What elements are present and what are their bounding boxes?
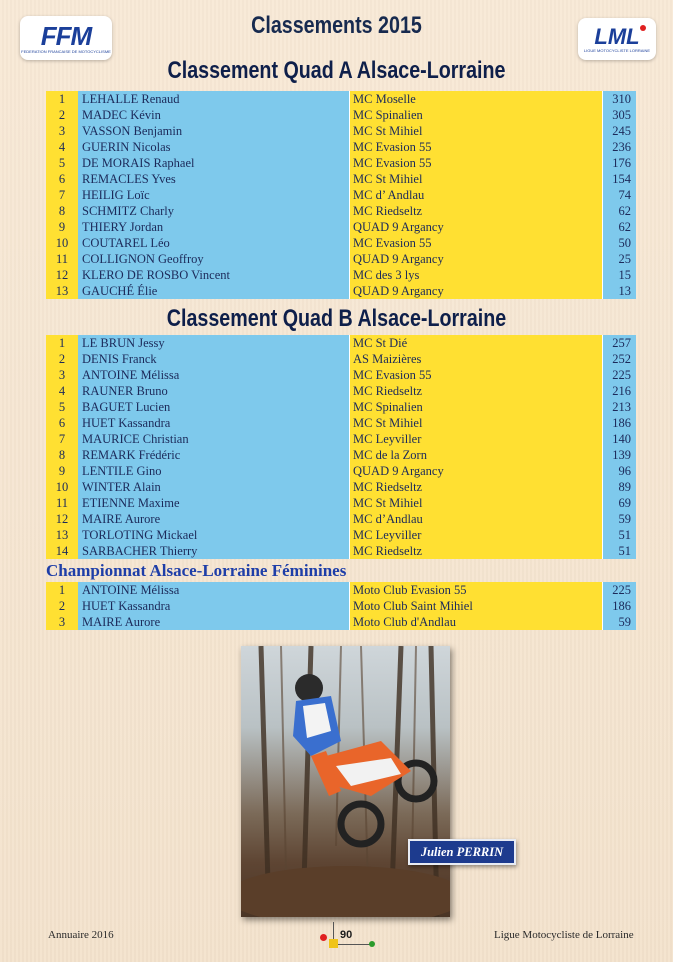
- rank-cell: 7: [46, 187, 78, 203]
- rank-cell: 8: [46, 203, 78, 219]
- club-cell: MC Moselle: [350, 91, 602, 107]
- table-row: [46, 479, 640, 495]
- rank-cell: 5: [46, 399, 78, 415]
- section-fem-title: Championnat Alsace-Lorraine Féminines: [46, 561, 347, 580]
- footer-right: Ligue Motocycliste de Lorraine: [494, 929, 634, 941]
- points-cell: 140: [602, 431, 636, 447]
- rank-cell: 3: [46, 367, 78, 383]
- rank-cell: 1: [46, 335, 78, 351]
- points-cell: 96: [602, 463, 636, 479]
- rank-cell: 10: [46, 479, 78, 495]
- club-cell: MC Riedseltz: [350, 479, 602, 495]
- rider-name-cell: HEILIG Loïc: [78, 187, 350, 203]
- rank-cell: 4: [46, 383, 78, 399]
- rank-cell: 6: [46, 415, 78, 431]
- page-marker-underline-icon: [338, 944, 371, 945]
- rider-name-cell: GUERIN Nicolas: [78, 139, 350, 155]
- rank-cell: 3: [46, 123, 78, 139]
- rank-cell: 9: [46, 219, 78, 235]
- rank-cell: 11: [46, 251, 78, 267]
- points-cell: 13: [602, 283, 636, 299]
- table-row: [46, 107, 640, 123]
- rank-cell: 11: [46, 495, 78, 511]
- table-row: [46, 351, 640, 367]
- club-cell: MC des 3 lys: [350, 267, 602, 283]
- points-cell: 245: [602, 123, 636, 139]
- rider-name-cell: THIERY Jordan: [78, 219, 350, 235]
- rank-cell: 13: [46, 527, 78, 543]
- points-cell: 15: [602, 267, 636, 283]
- rider-name-cell: REMARK Frédéric: [78, 447, 350, 463]
- club-cell: QUAD 9 Argancy: [350, 219, 602, 235]
- table-row: [46, 447, 640, 463]
- rider-name-cell: REMACLES Yves: [78, 171, 350, 187]
- table-row: [46, 399, 640, 415]
- table-row: [46, 614, 640, 630]
- table-row: [46, 383, 640, 399]
- rider-name-cell: LEHALLE Renaud: [78, 91, 350, 107]
- rank-cell: 14: [46, 543, 78, 559]
- club-cell: MC St Mihiel: [350, 495, 602, 511]
- club-cell: QUAD 9 Argancy: [350, 251, 602, 267]
- points-cell: 236: [602, 139, 636, 155]
- club-cell: Moto Club Evasion 55: [350, 582, 602, 598]
- table-row: [46, 543, 640, 559]
- rank-cell: 1: [46, 582, 78, 598]
- rank-cell: 13: [46, 283, 78, 299]
- club-cell: MC Riedseltz: [350, 543, 602, 559]
- table-row: [46, 171, 640, 187]
- rank-cell: 5: [46, 155, 78, 171]
- rank-cell: 2: [46, 107, 78, 123]
- club-cell: MC St Dié: [350, 335, 602, 351]
- rank-cell: 10: [46, 235, 78, 251]
- club-cell: MC Evasion 55: [350, 155, 602, 171]
- rider-name-cell: SCHMITZ Charly: [78, 203, 350, 219]
- rider-name-cell: GAUCHÉ Élie: [78, 283, 350, 299]
- section-fem-table: [46, 582, 640, 630]
- table-row: [46, 267, 640, 283]
- club-cell: MC Spinalien: [350, 399, 602, 415]
- section-a-title: Classement Quad A Alsace-Lorraine: [167, 57, 506, 84]
- rider-name-cell: WINTER Alain: [78, 479, 350, 495]
- points-cell: 176: [602, 155, 636, 171]
- table-row: [46, 495, 640, 511]
- points-cell: 62: [602, 203, 636, 219]
- lml-logo-subtitle: LIGUE MOTOCYCLISTE LORRAINE: [583, 47, 651, 53]
- rank-cell: 3: [46, 614, 78, 630]
- points-cell: 69: [602, 495, 636, 511]
- table-row: [46, 91, 640, 107]
- points-cell: 305: [602, 107, 636, 123]
- rank-cell: 2: [46, 598, 78, 614]
- rider-name-cell: TORLOTING Mickael: [78, 527, 350, 543]
- section-b-table: [46, 335, 640, 559]
- points-cell: 310: [602, 91, 636, 107]
- club-cell: MC Leyviller: [350, 431, 602, 447]
- rank-cell: 1: [46, 91, 78, 107]
- lml-logo-text: LML: [594, 23, 640, 49]
- rank-cell: 9: [46, 463, 78, 479]
- rider-name-cell: ETIENNE Maxime: [78, 495, 350, 511]
- rider-name-cell: COUTAREL Léo: [78, 235, 350, 251]
- points-cell: 50: [602, 235, 636, 251]
- rider-name-cell: MAIRE Aurore: [78, 614, 350, 630]
- footer-left: Annuaire 2016: [48, 929, 114, 941]
- page-title: Classements 2015: [251, 12, 422, 39]
- table-row: [46, 527, 640, 543]
- ffm-logo-subtitle: FEDERATION FRANCAISE DE MOTOCYCLISME: [21, 48, 111, 54]
- rider-name-cell: MAURICE Christian: [78, 431, 350, 447]
- points-cell: 59: [602, 614, 636, 630]
- points-cell: 186: [602, 415, 636, 431]
- club-cell: MC Leyviller: [350, 527, 602, 543]
- rider-name-cell: LE BRUN Jessy: [78, 335, 350, 351]
- rider-name-cell: LENTILE Gino: [78, 463, 350, 479]
- club-cell: MC d’Andlau: [350, 511, 602, 527]
- rider-name-cell: COLLIGNON Geoffroy: [78, 251, 350, 267]
- rank-cell: 4: [46, 139, 78, 155]
- club-cell: MC Evasion 55: [350, 235, 602, 251]
- club-cell: MC St Mihiel: [350, 415, 602, 431]
- points-cell: 225: [602, 367, 636, 383]
- rank-cell: 2: [46, 351, 78, 367]
- club-cell: MC d’ Andlau: [350, 187, 602, 203]
- points-cell: 62: [602, 219, 636, 235]
- points-cell: 252: [602, 351, 636, 367]
- rider-photo: [241, 646, 450, 917]
- points-cell: 51: [602, 527, 636, 543]
- rider-name-cell: ANTOINE Mélissa: [78, 582, 350, 598]
- rank-cell: 6: [46, 171, 78, 187]
- rider-name-cell: BAGUET Lucien: [78, 399, 350, 415]
- table-row: [46, 123, 640, 139]
- club-cell: MC Spinalien: [350, 107, 602, 123]
- club-cell: Moto Club Saint Mihiel: [350, 598, 602, 614]
- table-row: [46, 463, 640, 479]
- points-cell: 216: [602, 383, 636, 399]
- club-cell: MC St Mihiel: [350, 171, 602, 187]
- points-cell: 225: [602, 582, 636, 598]
- club-cell: MC Evasion 55: [350, 139, 602, 155]
- table-row: [46, 139, 640, 155]
- rider-name-cell: DE MORAIS Raphael: [78, 155, 350, 171]
- rider-name-cell: SARBACHER Thierry: [78, 543, 350, 559]
- points-cell: 51: [602, 543, 636, 559]
- rider-name-cell: RAUNER Bruno: [78, 383, 350, 399]
- lml-logo-dot-icon: [640, 25, 646, 31]
- rider-name-cell: MADEC Kévin: [78, 107, 350, 123]
- rider-name-cell: VASSON Benjamin: [78, 123, 350, 139]
- rider-name-cell: HUET Kassandra: [78, 415, 350, 431]
- section-b-title: Classement Quad B Alsace-Lorraine: [166, 305, 507, 332]
- green-dot-icon: [369, 941, 375, 947]
- points-cell: 89: [602, 479, 636, 495]
- rank-cell: 7: [46, 431, 78, 447]
- points-cell: 154: [602, 171, 636, 187]
- rank-cell: 8: [46, 447, 78, 463]
- table-row: [46, 511, 640, 527]
- points-cell: 25: [602, 251, 636, 267]
- club-cell: MC de la Zorn: [350, 447, 602, 463]
- table-row: [46, 251, 640, 267]
- club-cell: QUAD 9 Argancy: [350, 283, 602, 299]
- club-cell: MC Evasion 55: [350, 367, 602, 383]
- ffm-logo-text: FFM: [40, 20, 92, 51]
- rider-name-cell: ANTOINE Mélissa: [78, 367, 350, 383]
- yellow-square-icon: [329, 939, 338, 948]
- points-cell: 74: [602, 187, 636, 203]
- table-row: [46, 367, 640, 383]
- table-row: [46, 283, 640, 299]
- rider-name-cell: DENIS Franck: [78, 351, 350, 367]
- rank-cell: 12: [46, 511, 78, 527]
- points-cell: 59: [602, 511, 636, 527]
- section-a-table: [46, 91, 640, 299]
- page-number: 90: [340, 929, 353, 941]
- club-cell: MC St Mihiel: [350, 123, 602, 139]
- club-cell: Moto Club d'Andlau: [350, 614, 602, 630]
- table-row: [46, 598, 640, 614]
- points-cell: 139: [602, 447, 636, 463]
- rider-photo-illustration: [241, 646, 450, 917]
- table-row: [46, 582, 640, 598]
- lml-logo: [578, 18, 656, 60]
- club-cell: AS Maizières: [350, 351, 602, 367]
- club-cell: MC Riedseltz: [350, 203, 602, 219]
- points-cell: 257: [602, 335, 636, 351]
- rider-name-cell: KLERO DE ROSBO Vincent: [78, 267, 350, 283]
- table-row: [46, 335, 640, 351]
- table-row: [46, 203, 640, 219]
- points-cell: 213: [602, 399, 636, 415]
- rider-name-cell: HUET Kassandra: [78, 598, 350, 614]
- page-marker-line-icon: [333, 922, 334, 940]
- table-row: [46, 219, 640, 235]
- points-cell: 186: [602, 598, 636, 614]
- red-dot-icon: [320, 934, 327, 941]
- table-row: [46, 155, 640, 171]
- photo-caption: Julien PERRIN: [408, 839, 516, 865]
- table-row: [46, 235, 640, 251]
- table-row: [46, 187, 640, 203]
- table-row: [46, 415, 640, 431]
- rank-cell: 12: [46, 267, 78, 283]
- rider-name-cell: MAIRE Aurore: [78, 511, 350, 527]
- club-cell: QUAD 9 Argancy: [350, 463, 602, 479]
- club-cell: MC Riedseltz: [350, 383, 602, 399]
- table-row: [46, 431, 640, 447]
